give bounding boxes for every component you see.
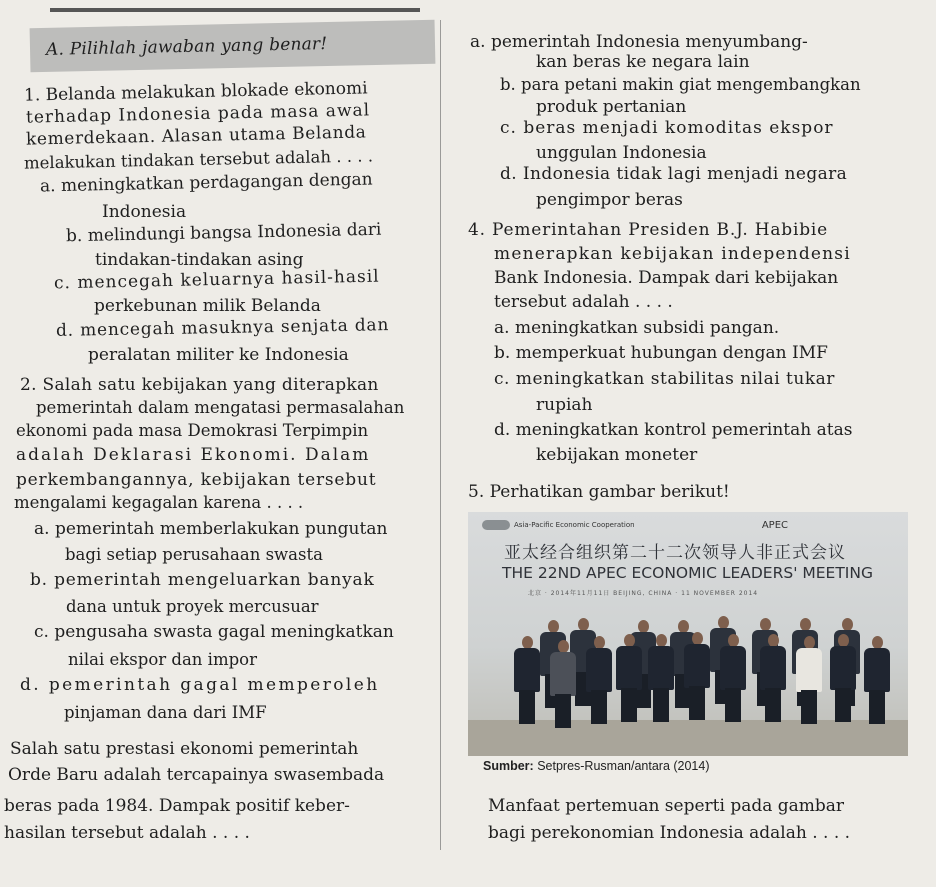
q1-line-2: terhadap Indonesia pada masa awal [25,100,371,128]
q1-option-c-cont: perkebunan milik Belanda [94,296,321,316]
q2-option-c: c. pengusaha swasta gagal meningkatkan [34,622,394,642]
q1-line-4: melakukan tindakan tersebut adalah . . . . [23,146,374,173]
q4-line-2: menerapkan kebijakan independensi [494,244,851,264]
leader-figure [794,636,824,736]
q4-line-1: 4. Pemerintahan Presiden B.J. Habibie [468,220,828,240]
q3-option-a-cont: kan beras ke negara lain [536,52,750,72]
leader-figure [718,634,748,734]
q1-option-b: b. melindungi bangsa Indonesia dari [65,219,382,247]
q2-option-d-cont: pinjaman dana dari IMF [64,703,267,722]
photo-caption [483,759,710,773]
column-divider [440,20,441,850]
apec-logo-left: Asia-Pacific Economic Cooperation [482,520,635,530]
q3-option-d-cont: pengimpor beras [536,190,683,210]
q3-line-3: beras pada 1984. Dampak positif keber- [4,796,350,816]
q2-option-a-cont: bagi setiap perusahaan swasta [65,545,323,564]
banner-english-title: THE 22ND APEC ECONOMIC LEADERS' MEETING [502,564,873,582]
top-rule [50,8,420,12]
q2-line-4: adalah Deklarasi Ekonomi. Dalam [16,445,371,465]
q2-line-1: 2. Salah satu kebijakan yang diterapkan [20,375,379,395]
q1-option-a-cont: Indonesia [102,202,187,222]
leader-figure [646,634,676,734]
q4-line-3: Bank Indonesia. Dampak dari kebijakan [494,268,839,288]
leader-figure [584,636,614,736]
q2-option-c-cont: nilai ekspor dan impor [68,650,257,669]
q3-option-b-cont: produk pertanian [536,97,687,117]
leader-figure [862,636,892,736]
q5-line-1: 5. Perhatikan gambar berikut! [468,482,730,502]
q4-line-4: tersebut adalah . . . . [494,292,673,312]
q1-option-d: d. mencegah masuknya senjata dan [55,315,390,341]
apec-photo [468,512,908,756]
leader-figure [758,634,788,734]
q1-option-a: a. meningkatkan perdagangan dengan [39,169,373,197]
q3-option-c-cont: unggulan Indonesia [536,143,707,163]
q2-line-5: perkembangannya, kebijakan tersebut [16,470,377,490]
leader-figure [614,634,644,734]
q5-after-line-2: bagi perekonomian Indonesia adalah . . . . [488,823,851,843]
q1-line-1: 1. Belanda melakukan blokade ekonomi [23,78,368,106]
q1-option-b-cont: tindakan-tindakan asing [95,250,304,270]
q4-option-c-cont: rupiah [536,395,593,415]
q3-line-1: Salah satu prestasi ekonomi pemerintah [10,739,359,759]
section-banner [30,20,436,72]
q2-line-2: pemerintah dalam mengatasi permasalahan [36,398,405,417]
q3-option-c: c. beras menjadi komoditas ekspor [500,118,834,138]
q3-line-4: hasilan tersebut adalah . . . . [4,823,250,843]
q4-option-c: c. meningkatkan stabilitas nilai tukar [494,369,835,389]
q2-option-b-cont: dana untuk proyek mercusuar [66,597,319,616]
q1-option-d-cont: peralatan militer ke Indonesia [88,345,349,365]
q4-option-d: d. meningkatkan kontrol pemerintah atas [494,420,853,440]
section-title: A. Pilihlah jawaban yang benar! [45,34,328,60]
q1-line-3: kemerdekaan. Alasan utama Belanda [25,122,367,150]
q3-option-b: b. para petani makin giat mengembangkan [500,75,861,94]
q2-option-a: a. pemerintah memberlakukan pungutan [34,519,388,539]
q5-after-line-1: Manfaat pertemuan seperti pada gambar [488,796,845,816]
leader-figure [682,632,712,732]
apec-logo: APEC [761,520,788,531]
q1-option-c: c. mencegah keluarnya hasil-hasil [53,266,380,294]
q2-option-d: d. pemerintah gagal memperoleh [20,675,380,695]
leader-figure [512,636,542,736]
q2-line-6: mengalami kegagalan karena . . . . [14,493,304,512]
q2-option-b: b. pemerintah mengeluarkan banyak [30,570,375,590]
q3-option-a: a. pemerintah Indonesia menyumbang- [470,32,808,52]
banner-chinese-title: 亚太经合组织第二十二次领导人非正式会议 [504,543,846,563]
q4-option-a: a. meningkatkan subsidi pangan. [494,318,780,338]
leader-figure [828,634,858,734]
leader-figure [548,640,578,740]
banner-small-text: 北京 · 2014年11月11日 BEIJING, CHINA · 11 NOVEMBER 2014 [528,590,759,597]
q3-line-2: Orde Baru adalah tercapainya swasembada [8,765,385,785]
q4-option-b: b. memperkuat hubungan dengan IMF [494,343,828,363]
caption-label: Sumber: [483,759,534,773]
q4-option-d-cont: kebijakan moneter [536,445,698,465]
q2-line-3: ekonomi pada masa Demokrasi Terpimpin [16,421,369,440]
q3-option-d: d. Indonesia tidak lagi menjadi negara [500,164,848,184]
caption-text: Setpres-Rusman/antara (2014) [537,759,710,773]
